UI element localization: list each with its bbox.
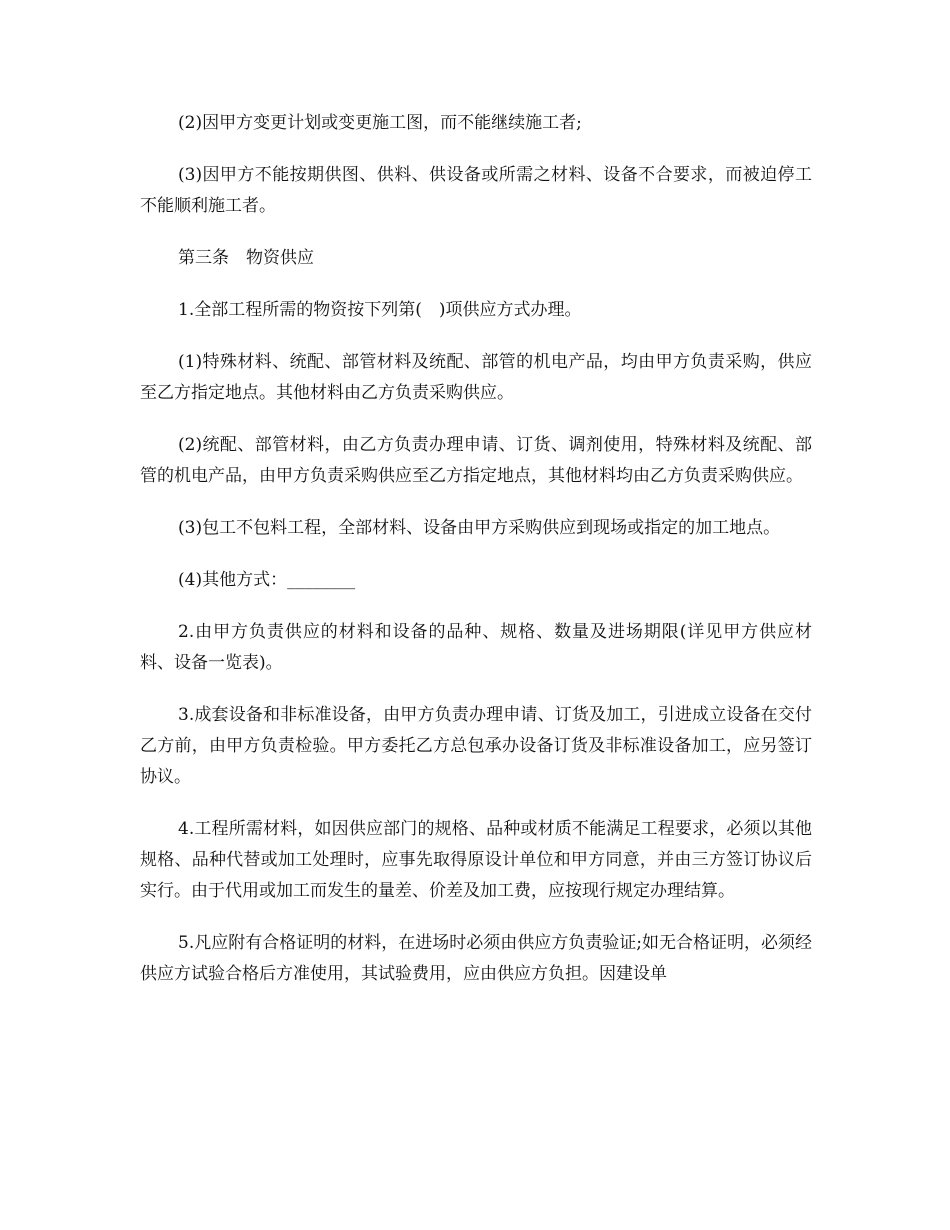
clause-3-paragraph: (3)因甲方不能按期供图、供料、供设备或所需之材料、设备不合要求，而被迫停工不能顺利施工者。 xyxy=(140,165,812,216)
supply-option-3-paragraph: (3)包工不包料工程，全部材料、设备由甲方采购供应到现场或指定的加工地点。 xyxy=(178,518,781,538)
document-page xyxy=(140,108,812,1011)
supply-option-1-paragraph: (1)特殊材料、统配、部管材料及统配、部管的机电产品，均由甲方负责采购，供应至乙方指定地点。其他材料由乙方负责采购供应。 xyxy=(140,352,812,403)
supply-item-1-paragraph: 1.全部工程所需的物资按下列第( )项供应方式办理。 xyxy=(178,300,582,320)
supply-item-2-paragraph: 2.由甲方负责供应的材料和设备的品种、规格、数量及进场期限(详见甲方供应材料、设备一览表)。 xyxy=(140,622,812,673)
supply-option-4-paragraph: (4)其他方式：________ xyxy=(178,570,356,590)
clause-2-paragraph: (2)因甲方变更计划或变更施工图，而不能继续施工者; xyxy=(178,113,582,133)
supply-item-5-paragraph: 5.凡应附有合格证明的材料，在进场时必须由供应方负责验证;如无合格证明，必须经供应方试验合格后方准使用，其试验费用，应由供应方负担。因建设单 xyxy=(140,933,812,984)
supply-item-3-paragraph: 3.成套设备和非标准设备，由甲方负责办理申请、订货及加工，引进成立设备在交付乙方前，由甲方负责检验。甲方委托乙方总包承办设备订货及非标准设备加工，应另签订协议。 xyxy=(140,705,812,787)
supply-item-4-paragraph: 4.工程所需材料，如因供应部门的规格、品种或材质不能满足工程要求，必须以其他规格、品种代替或加工处理时，应事先取得原设计单位和甲方同意，并由三方签订协议后实行。由于代用或加工而发生的量差、价差及加工费，应按现行规定办理结算。 xyxy=(140,819,812,901)
supply-option-2-paragraph: (2)统配、部管材料，由乙方负责办理申请、订货、调剂使用，特殊材料及统配、部管的机电产品，由甲方负责采购供应至乙方指定地点，其他材料均由乙方负责采购供应。 xyxy=(140,435,812,486)
article-3-heading: 第三条 物资供应 xyxy=(178,248,314,268)
